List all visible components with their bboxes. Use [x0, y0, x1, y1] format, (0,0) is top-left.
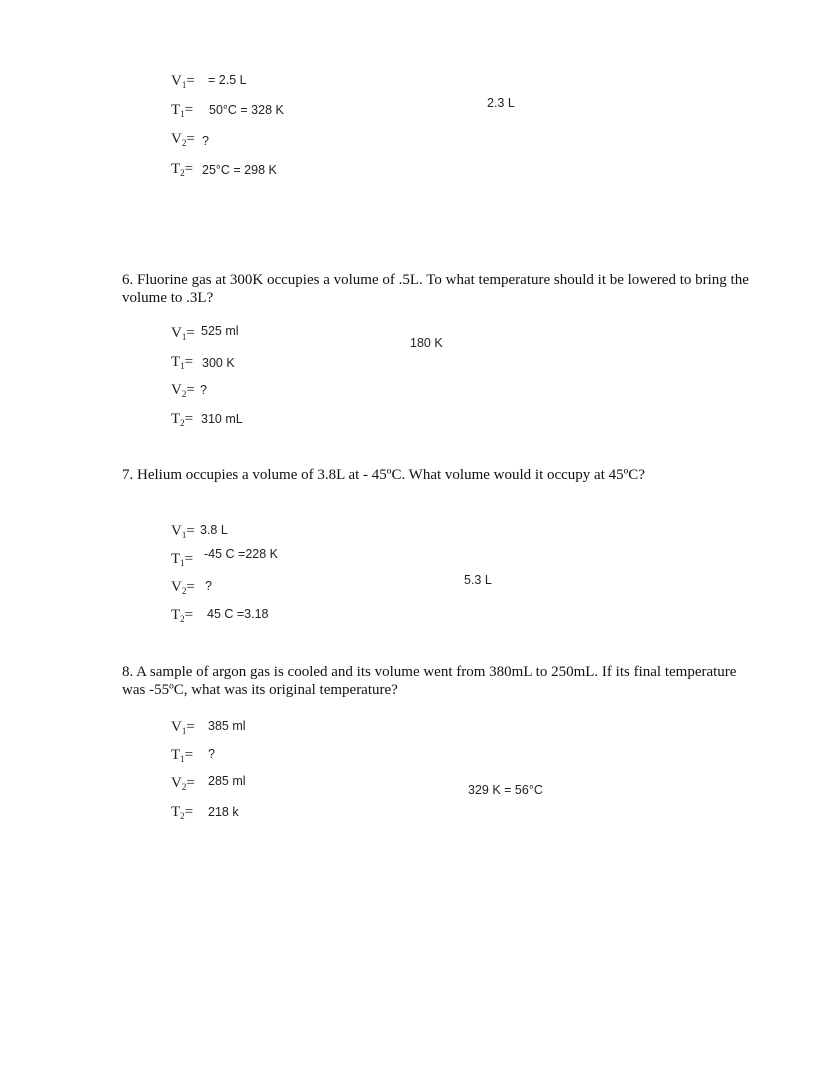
p7-t1-label: $T_1=$	[171, 551, 194, 568]
p6-v2-label: $V_2=$	[171, 382, 195, 399]
p7-t2-label: $T_2=$	[171, 607, 194, 624]
p6-v2-value: ?	[200, 383, 207, 397]
p8-t2-value: 218 k	[208, 805, 239, 819]
p6-answer: 180 K	[410, 336, 443, 350]
p8-t1-label: $T_1=$	[171, 747, 194, 764]
p5-v1-label: $V_1=$	[171, 73, 195, 90]
p8-v2-label: $V_2=$	[171, 775, 195, 792]
p6-v1-label: $V_1=$	[171, 325, 195, 342]
p5-t1-label: $T_1=$	[171, 102, 194, 119]
p7-t1-value: -45 C =228 K	[204, 547, 279, 561]
p8-v1-value: 385 ml	[208, 719, 246, 733]
p8-t1-value: ?	[208, 747, 215, 761]
p6-question: 6. Fluorine gas at 300K occupies a volume of .5L. To what temperature should it be lowered to bring the volume to .3L?	[122, 272, 749, 306]
p7-question: 7. Helium occupies a volume of 3.8L at - 45ºC. What volume would it occupy at 45ºC?	[122, 467, 645, 483]
p8-question: 8. A sample of argon gas is cooled and its volume went from 380mL to 250mL. If its final temperature was -55ºC, what was its original temperature?	[122, 664, 737, 698]
p7-v1-label: $V_1=$	[171, 523, 195, 540]
p5-v2-value: ?	[202, 134, 209, 148]
p7-t2-value: 45 C =3.18	[207, 607, 269, 621]
p6-t1-value: 300 K	[202, 356, 235, 370]
p8-v1-label: $V_1=$	[171, 719, 195, 736]
p5-answer: 2.3 L	[487, 96, 515, 110]
p6-t2-value: 310 mL	[201, 412, 243, 426]
p5-v2-label: $V_2=$	[171, 131, 195, 148]
p7-v2-value: ?	[205, 579, 212, 593]
p5-t2-value: 25°C = 298 K	[202, 163, 277, 177]
p5-t2-label: $T_2=$	[171, 161, 194, 178]
p8-answer: 329 K = 56°C	[468, 783, 543, 797]
p7-answer: 5.3 L	[464, 573, 492, 587]
p7-v2-label: $V_2=$	[171, 579, 195, 596]
p6-t2-label: $T_2=$	[171, 411, 194, 428]
p6-t1-label: $T_1=$	[171, 354, 194, 371]
p8-t2-label: $T_2=$	[171, 804, 194, 821]
p5-t1-value: 50°C = 328 K	[209, 103, 284, 117]
p5-v1-value: = 2.5 L	[208, 73, 247, 87]
p7-v1-value: 3.8 L	[200, 523, 228, 537]
p6-v1-value: 525 ml	[201, 324, 239, 338]
p8-v2-value: 285 ml	[208, 774, 246, 788]
